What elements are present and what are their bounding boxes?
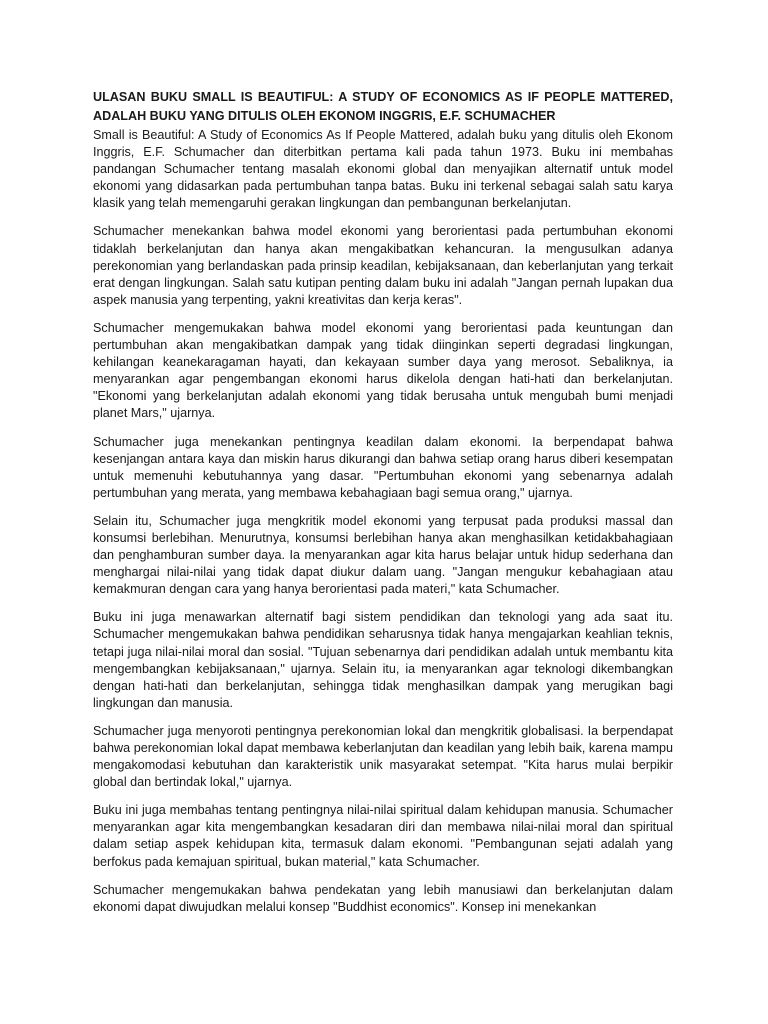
paragraph-1: Small is Beautiful: A Study of Economics As If People Mattered, adalah buku yang ditulis oleh Ekonom Inggris, E.F. Schumacher dan diterbitkan pertama kali pada tahun 1973. Buku ini membahas pandangan Schumacher tentang masalah ekonomi global dan menyajikan alternatif untuk model ekonomi yang didasarkan pada pertumbuhan tanpa batas. Buku ini terkenal sebagai salah satu karya klasik yang telah memengaruhi gerakan lingkungan dan pembangunan berkelanjutan. [93, 128, 673, 211]
document-title: ULASAN BUKU SMALL IS BEAUTIFUL: A STUDY OF ECONOMICS AS IF PEOPLE MATTERED, ADALAH BUKU YANG DITULIS OLEH EKONOM INGGRIS, E.F. SCHUMACHER [93, 90, 673, 123]
paragraph-9: Schumacher mengemukakan bahwa pendekatan yang lebih manusiawi dan berkelanjutan dalam ekonomi dapat diwujudkan melalui konsep "Buddhist economics". Konsep ini menekankan [93, 882, 673, 914]
paragraph-2: Schumacher menekankan bahwa model ekonomi yang berorientasi pada pertumbuhan ekonomi tidaklah berkelanjutan dan hanya akan mengakibatkan kehancuran. Ia mengusulkan adanya perekonomian yang berlandaskan pada prinsip keadilan, kebijaksanaan, dan keberlanjutan yang terkait erat dengan lingkungan. Salah satu kutipan penting dalam buku ini adalah "Jangan pernah lupakan dua aspek manusia yang terpenting, yakni kreativitas dan kerja keras". [93, 224, 673, 307]
paragraph-4: Schumacher juga menekankan pentingnya keadilan dalam ekonomi. Ia berpendapat bahwa kesenjangan antara kaya dan miskin harus dikurangi dan bahwa setiap orang harus diberi kesempatan untuk memenuhi kebutuhannya yang dasar. "Pertumbuhan ekonomi yang sebenarnya adalah pertumbuhan yang merata, yang membawa kebahagiaan bagi semua orang," ujarnya. [93, 434, 673, 500]
paragraph-6: Buku ini juga menawarkan alternatif bagi sistem pendidikan dan teknologi yang ada saat itu. Schumacher mengemukakan bahwa pendidikan seharusnya tidak hanya mengajarkan keahlian teknis, tetapi juga nilai-nilai moral dan sosial. "Tujuan sebenarnya dari pendidikan adalah untuk membantu kita mengembangkan kebijaksanaan," ujarnya. Selain itu, ia menyarankan agar teknologi dikembangkan dengan hati-hati dan berkelanjutan, sehingga tidak menghasilkan dampak yang merugikan bagi lingkungan dan manusia. [93, 610, 673, 710]
paragraph-5: Selain itu, Schumacher juga mengkritik model ekonomi yang terpusat pada produksi massal dan konsumsi berlebihan. Menurutnya, konsumsi berlebihan hanya akan menghasilkan ketidakbahagiaan dan penghamburan sumber daya. Ia menyarankan agar kita harus belajar untuk hidup sederhana dan menghargai nilai-nilai yang tidak dapat diukur dalam uang. "Jangan mengukur kebahagiaan atau kemakmuran dengan cara yang hanya berorientasi pada materi," kata Schumacher. [93, 513, 673, 597]
document-page [93, 88, 673, 927]
paragraph-3: Schumacher mengemukakan bahwa model ekonomi yang berorientasi pada keuntungan dan pertumbuhan akan mengakibatkan dampak yang tidak diinginkan seperti degradasi lingkungan, kehilangan keanekaragaman hayati, dan kekayaan sumber daya yang merosot. Sebaliknya, ia menyarankan agar pengembangan ekonomi harus dikelola dengan hati-hati dan berkelanjutan. "Ekonomi yang berkelanjutan adalah ekonomi yang tidak berusaha untuk mengubah bumi menjadi planet Mars," ujarnya. [93, 320, 673, 421]
paragraph-7: Schumacher juga menyoroti pentingnya perekonomian lokal dan mengkritik globalisasi. Ia berpendapat bahwa perekonomian lokal dapat membawa keberlanjutan dan keadilan yang lebih baik, karena mampu mengakomodasi kebutuhan dan karakteristik unik masyarakat setempat. "Kita harus mulai berpikir global dan bertindak lokal," ujarnya. [93, 723, 673, 790]
paragraph-8: Buku ini juga membahas tentang pentingnya nilai-nilai spiritual dalam kehidupan manusia. Schumacher menyarankan agar kita mengembangkan kesadaran diri dan membawa nilai-nilai moral dan spiritual dalam setiap aspek kehidupan kita, termasuk dalam ekonomi. "Pembangunan sejati adalah yang berfokus pada kemajuan spiritual, bukan material," kata Schumacher. [93, 803, 673, 869]
